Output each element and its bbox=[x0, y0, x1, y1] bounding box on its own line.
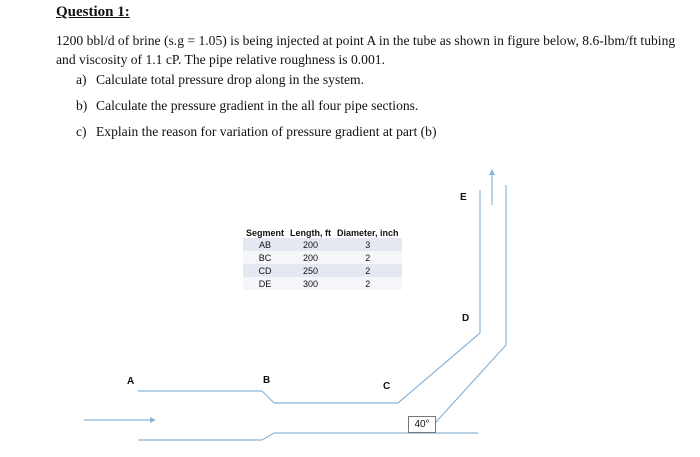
pipe-reducer-top bbox=[262, 391, 274, 403]
cell-diameter: 2 bbox=[334, 251, 402, 264]
cell-segment: DE bbox=[243, 277, 287, 290]
flow-arrow-head bbox=[150, 417, 156, 423]
cell-segment: AB bbox=[243, 238, 287, 251]
point-b-label: B bbox=[263, 375, 271, 386]
header-length: Length, ft bbox=[290, 228, 332, 238]
point-e-label: E bbox=[460, 192, 467, 203]
outlet-arrow-head bbox=[489, 169, 495, 175]
cell-length: 250 bbox=[287, 264, 334, 277]
pipe-reducer-bottom bbox=[262, 433, 274, 440]
pipe-wall-cd-right bbox=[426, 345, 506, 433]
table-row bbox=[243, 277, 402, 290]
cell-segment: CD bbox=[243, 264, 287, 277]
point-d-label: D bbox=[462, 313, 470, 324]
header-diameter: Diameter, inch bbox=[337, 228, 399, 238]
segment-table bbox=[243, 228, 402, 290]
item-label: a) bbox=[76, 72, 87, 87]
question-title: Question 1: bbox=[56, 4, 130, 20]
table-row bbox=[243, 264, 402, 277]
cell-length: 200 bbox=[287, 251, 334, 264]
cell-segment: BC bbox=[243, 251, 287, 264]
point-a-label: A bbox=[127, 376, 135, 387]
item-label: c) bbox=[76, 124, 87, 139]
cell-diameter: 2 bbox=[334, 264, 402, 277]
question-body: 1200 bbl/d of brine (s.g = 1.05) is being injected at point A in the tube as shown in figure below, 8.6-lbm/ft tubing and viscosity of 1.1 cP. The pipe relative roughness is 0.001. bbox=[56, 33, 676, 67]
cell-diameter: 3 bbox=[334, 238, 402, 251]
header-segment: Segment bbox=[246, 228, 285, 238]
item-text: Calculate total pressure drop along in the system. bbox=[96, 72, 365, 87]
cell-length: 300 bbox=[287, 277, 334, 290]
table-header-row bbox=[243, 228, 402, 238]
item-text: Calculate the pressure gradient in the all four pipe sections. bbox=[96, 98, 419, 113]
item-text: Explain the reason for variation of pressure gradient at part (b) bbox=[96, 124, 437, 139]
point-c-label: C bbox=[383, 381, 391, 392]
item-label: b) bbox=[76, 98, 88, 113]
cell-diameter: 2 bbox=[334, 277, 402, 290]
cell-length: 200 bbox=[287, 238, 334, 251]
table-row bbox=[243, 238, 402, 251]
angle-label: 40° bbox=[408, 416, 436, 433]
pipe-wall-cd-left bbox=[398, 333, 480, 403]
table-row bbox=[243, 251, 402, 264]
